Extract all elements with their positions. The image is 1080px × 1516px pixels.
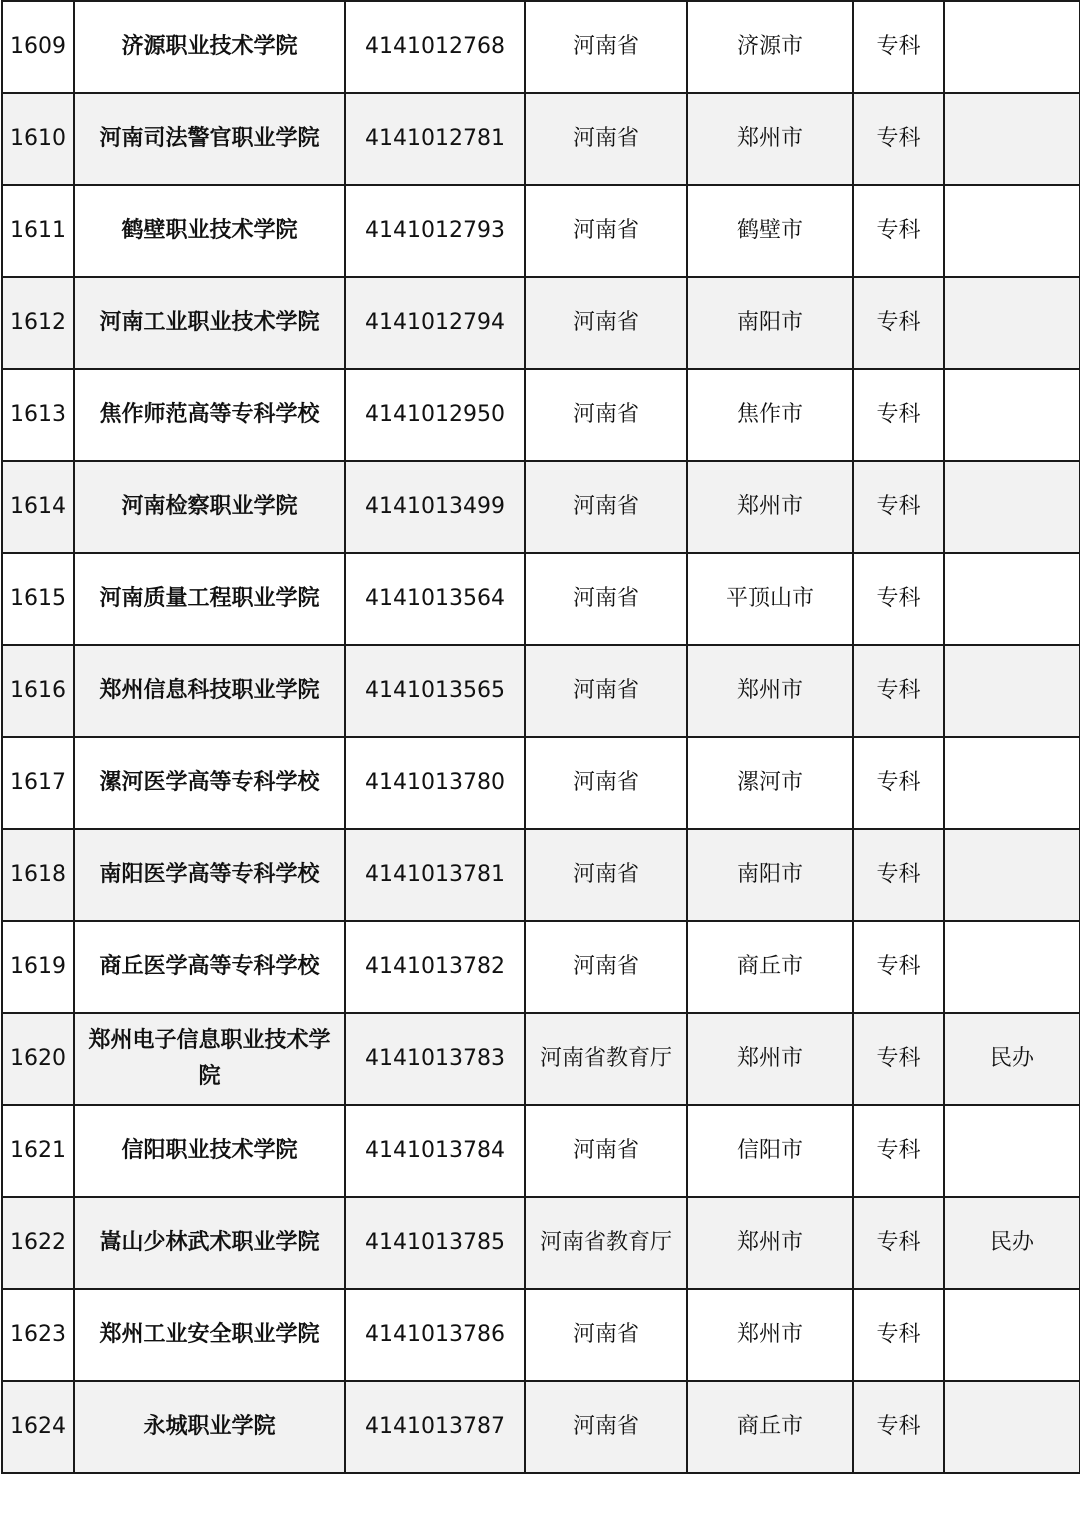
- school-name-cell: 嵩山少林武术职业学院: [74, 1197, 345, 1289]
- level-cell: 专科: [853, 1105, 944, 1197]
- school-name-cell: 焦作师范高等专科学校: [74, 369, 345, 461]
- seq-cell: 1616: [2, 645, 74, 737]
- school-name-cell: 鹤壁职业技术学院: [74, 185, 345, 277]
- school-name-cell: 漯河医学高等专科学校: [74, 737, 345, 829]
- seq-cell: 1614: [2, 461, 74, 553]
- seq-cell: 1613: [2, 369, 74, 461]
- city-cell: 商丘市: [687, 1381, 853, 1473]
- seq-cell: 1622: [2, 1197, 74, 1289]
- seq-cell: 1610: [2, 93, 74, 185]
- city-cell: 漯河市: [687, 737, 853, 829]
- seq-cell: 1620: [2, 1013, 74, 1105]
- note-cell: [944, 553, 1080, 645]
- table-row: [2, 369, 1080, 461]
- school-code-cell: 4141013786: [345, 1289, 525, 1381]
- note-cell: [944, 829, 1080, 921]
- school-code-cell: 4141012768: [345, 1, 525, 93]
- level-cell: 专科: [853, 921, 944, 1013]
- seq-cell: 1609: [2, 1, 74, 93]
- school-name-cell: 河南检察职业学院: [74, 461, 345, 553]
- level-cell: 专科: [853, 1197, 944, 1289]
- school-name-cell: 河南司法警官职业学院: [74, 93, 345, 185]
- note-cell: 民办: [944, 1013, 1080, 1105]
- school-code-cell: 4141013784: [345, 1105, 525, 1197]
- seq-cell: 1615: [2, 553, 74, 645]
- seq-cell: 1623: [2, 1289, 74, 1381]
- table-row: [2, 1013, 1080, 1105]
- seq-cell: 1624: [2, 1381, 74, 1473]
- city-cell: 信阳市: [687, 1105, 853, 1197]
- city-cell: 焦作市: [687, 369, 853, 461]
- level-cell: 专科: [853, 1, 944, 93]
- note-cell: [944, 737, 1080, 829]
- authority-cell: 河南省: [525, 829, 687, 921]
- note-cell: [944, 1289, 1080, 1381]
- school-name-cell: 郑州电子信息职业技术学院: [74, 1013, 345, 1105]
- seq-cell: 1617: [2, 737, 74, 829]
- level-cell: 专科: [853, 277, 944, 369]
- city-cell: 商丘市: [687, 921, 853, 1013]
- city-cell: 济源市: [687, 1, 853, 93]
- seq-cell: 1618: [2, 829, 74, 921]
- table-row: [2, 277, 1080, 369]
- table-row: [2, 1, 1080, 93]
- level-cell: 专科: [853, 461, 944, 553]
- note-cell: [944, 1381, 1080, 1473]
- level-cell: 专科: [853, 1013, 944, 1105]
- table-row: [2, 829, 1080, 921]
- school-name-cell: 永城职业学院: [74, 1381, 345, 1473]
- note-cell: [944, 1105, 1080, 1197]
- school-name-cell: 信阳职业技术学院: [74, 1105, 345, 1197]
- authority-cell: 河南省: [525, 645, 687, 737]
- city-cell: 平顶山市: [687, 553, 853, 645]
- authority-cell: 河南省: [525, 1289, 687, 1381]
- school-code-cell: 4141013780: [345, 737, 525, 829]
- table-row: [2, 185, 1080, 277]
- table-row: [2, 737, 1080, 829]
- school-code-cell: 4141013781: [345, 829, 525, 921]
- note-cell: [944, 1, 1080, 93]
- table-row: [2, 1105, 1080, 1197]
- level-cell: 专科: [853, 645, 944, 737]
- schools-table: [1, 0, 1080, 1474]
- note-cell: [944, 921, 1080, 1013]
- level-cell: 专科: [853, 1381, 944, 1473]
- city-cell: 郑州市: [687, 93, 853, 185]
- school-name-cell: 郑州信息科技职业学院: [74, 645, 345, 737]
- note-cell: 民办: [944, 1197, 1080, 1289]
- city-cell: 郑州市: [687, 645, 853, 737]
- school-code-cell: 4141013787: [345, 1381, 525, 1473]
- authority-cell: 河南省: [525, 185, 687, 277]
- level-cell: 专科: [853, 1289, 944, 1381]
- authority-cell: 河南省: [525, 93, 687, 185]
- school-name-cell: 商丘医学高等专科学校: [74, 921, 345, 1013]
- school-code-cell: 4141012781: [345, 93, 525, 185]
- authority-cell: 河南省: [525, 369, 687, 461]
- school-name-cell: 济源职业技术学院: [74, 1, 345, 93]
- seq-cell: 1611: [2, 185, 74, 277]
- school-code-cell: 4141012950: [345, 369, 525, 461]
- authority-cell: 河南省: [525, 1105, 687, 1197]
- table-row: [2, 1197, 1080, 1289]
- city-cell: 南阳市: [687, 829, 853, 921]
- note-cell: [944, 277, 1080, 369]
- school-code-cell: 4141013565: [345, 645, 525, 737]
- authority-cell: 河南省教育厅: [525, 1013, 687, 1105]
- level-cell: 专科: [853, 369, 944, 461]
- note-cell: [944, 185, 1080, 277]
- seq-cell: 1619: [2, 921, 74, 1013]
- authority-cell: 河南省: [525, 461, 687, 553]
- table-row: [2, 1289, 1080, 1381]
- table-row: [2, 461, 1080, 553]
- city-cell: 南阳市: [687, 277, 853, 369]
- level-cell: 专科: [853, 93, 944, 185]
- school-code-cell: 4141013785: [345, 1197, 525, 1289]
- table-body: [2, 1, 1080, 1473]
- city-cell: 郑州市: [687, 1197, 853, 1289]
- school-code-cell: 4141013783: [345, 1013, 525, 1105]
- table-row: [2, 645, 1080, 737]
- authority-cell: 河南省: [525, 921, 687, 1013]
- note-cell: [944, 461, 1080, 553]
- authority-cell: 河南省教育厅: [525, 1197, 687, 1289]
- city-cell: 郑州市: [687, 1289, 853, 1381]
- authority-cell: 河南省: [525, 737, 687, 829]
- table-row: [2, 921, 1080, 1013]
- level-cell: 专科: [853, 185, 944, 277]
- note-cell: [944, 369, 1080, 461]
- school-name-cell: 河南工业职业技术学院: [74, 277, 345, 369]
- city-cell: 郑州市: [687, 1013, 853, 1105]
- table-row: [2, 1381, 1080, 1473]
- school-name-cell: 郑州工业安全职业学院: [74, 1289, 345, 1381]
- authority-cell: 河南省: [525, 553, 687, 645]
- authority-cell: 河南省: [525, 1381, 687, 1473]
- level-cell: 专科: [853, 553, 944, 645]
- note-cell: [944, 93, 1080, 185]
- seq-cell: 1621: [2, 1105, 74, 1197]
- level-cell: 专科: [853, 737, 944, 829]
- school-code-cell: 4141013564: [345, 553, 525, 645]
- level-cell: 专科: [853, 829, 944, 921]
- table-row: [2, 93, 1080, 185]
- school-code-cell: 4141012793: [345, 185, 525, 277]
- school-name-cell: 南阳医学高等专科学校: [74, 829, 345, 921]
- city-cell: 鹤壁市: [687, 185, 853, 277]
- school-code-cell: 4141013782: [345, 921, 525, 1013]
- table-row: [2, 553, 1080, 645]
- authority-cell: 河南省: [525, 277, 687, 369]
- seq-cell: 1612: [2, 277, 74, 369]
- city-cell: 郑州市: [687, 461, 853, 553]
- school-code-cell: 4141013499: [345, 461, 525, 553]
- authority-cell: 河南省: [525, 1, 687, 93]
- school-code-cell: 4141012794: [345, 277, 525, 369]
- note-cell: [944, 645, 1080, 737]
- school-name-cell: 河南质量工程职业学院: [74, 553, 345, 645]
